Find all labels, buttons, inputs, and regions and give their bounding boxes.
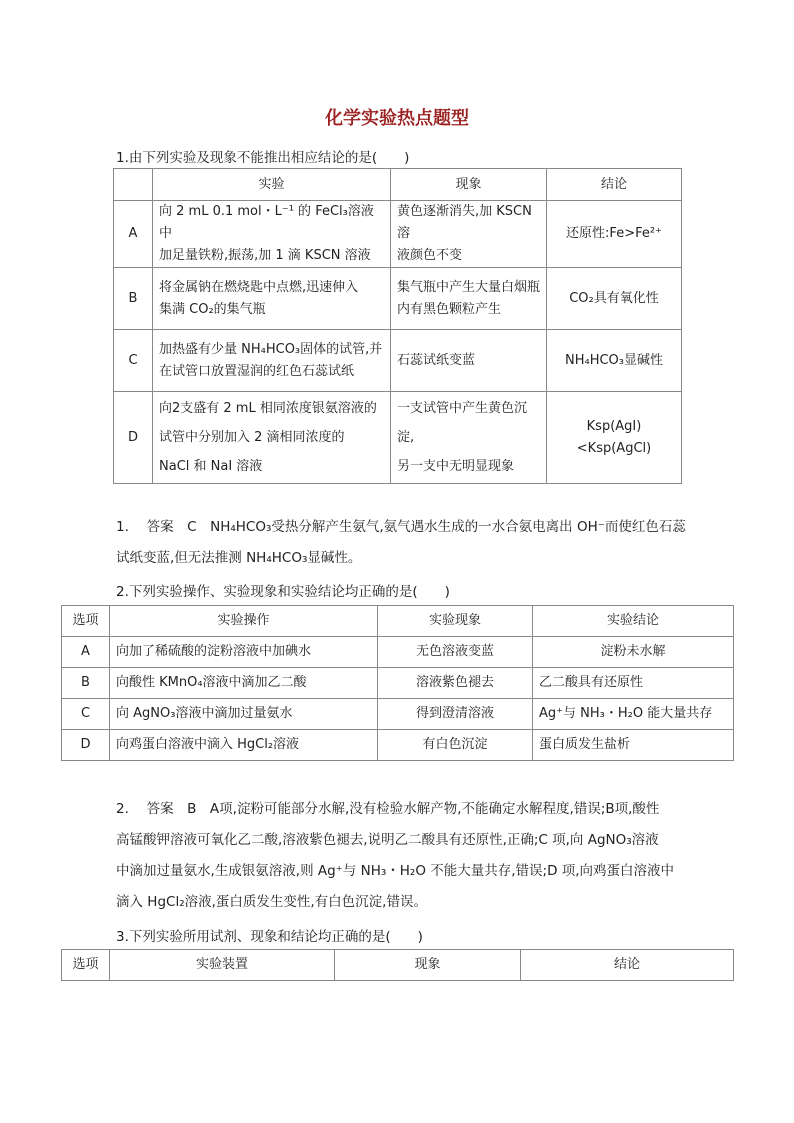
table-row — [62, 668, 734, 699]
operation-cell: 向加了稀硫酸的淀粉溶液中加碘水 — [110, 637, 378, 668]
q3-header-phenomenon: 现象 — [335, 950, 521, 981]
table-row — [114, 268, 682, 330]
conclusion-cell: 蛋白质发生盐析 — [533, 730, 734, 761]
phenomenon-cell — [391, 268, 547, 330]
q3-header-option: 选项 — [62, 950, 110, 981]
cell-line: 液颜色不变 — [397, 248, 463, 263]
operation-cell: 向 AgNO₃溶液中滴加过量氨水 — [110, 699, 378, 730]
phenomenon-cell: 得到澄清溶液 — [378, 699, 533, 730]
question-2-stem: 2.下列实验操作、实验现象和实验结论均正确的是( ) — [116, 584, 450, 600]
question-1-stem: 1.由下列实验及现象不能推出相应结论的是( ) — [116, 150, 410, 166]
q2-header-operation: 实验操作 — [110, 606, 378, 637]
cell-line: 黄色逐渐消失,加 KSCN 溶 — [397, 204, 532, 241]
answer-2-line: 滴入 HgCl₂溶液,蛋白质发生变性,有白色沉淀,错误。 — [116, 894, 427, 910]
conclusion-cell: 还原性:Fe>Fe²⁺ — [547, 201, 682, 268]
option-label: D — [114, 392, 153, 484]
question-1-table — [113, 168, 682, 484]
cell-line: 集气瓶中产生大量白烟瓶 — [397, 279, 541, 295]
page-title: 化学实验热点题型 — [325, 108, 469, 129]
q3-header-conclusion: 结论 — [521, 950, 734, 981]
conclusion-cell: Ag⁺与 NH₃・H₂O 能大量共存 — [533, 699, 734, 730]
phenomenon-cell — [391, 330, 547, 392]
cell-line: 加足量铁粉,振荡,加 1 滴 KSCN 溶液 — [159, 248, 371, 263]
q1-header-conclusion: 结论 — [547, 169, 682, 201]
table-row — [114, 330, 682, 392]
cell-line: 将金属钠在燃烧匙中点燃,迅速伸入 — [159, 279, 359, 295]
phenomenon-cell: 溶液紫色褪去 — [378, 668, 533, 699]
table-row — [62, 730, 734, 761]
option-label: B — [62, 668, 110, 699]
table-row — [114, 392, 682, 484]
cell-line: NaCl 和 NaI 溶液 — [159, 459, 263, 474]
answer-2 — [116, 794, 736, 918]
option-label: B — [114, 268, 153, 330]
phenomenon-cell — [391, 392, 547, 484]
table-row — [62, 637, 734, 668]
option-label: A — [62, 637, 110, 668]
answer-2-line: 2. 答案 B A项,淀粉可能部分水解,没有检验水解产物,不能确定水解程度,错误;B项,酸性 — [116, 801, 660, 817]
experiment-cell — [153, 392, 391, 484]
conclusion-cell: Ksp(AgI)<Ksp(AgCl) — [547, 392, 682, 484]
operation-cell: 向鸡蛋白溶液中滴入 HgCl₂溶液 — [110, 730, 378, 761]
cell-line: 在试管口放置湿润的红色石蕊试纸 — [159, 363, 355, 379]
option-label: A — [114, 201, 153, 268]
question-3-stem: 3.下列实验所用试剂、现象和结论均正确的是( ) — [116, 929, 423, 945]
conclusion-cell: NH₄HCO₃显碱性 — [547, 330, 682, 392]
phenomenon-cell: 有白色沉淀 — [378, 730, 533, 761]
cell-line: 石蕊试纸变蓝 — [397, 352, 476, 368]
question-3-table — [61, 949, 734, 981]
question-2-table — [61, 605, 734, 761]
conclusion-cell: CO₂具有氧化性 — [547, 268, 682, 330]
q2-header-conclusion: 实验结论 — [533, 606, 734, 637]
table-row — [114, 201, 682, 268]
cell-line: 一支试管中产生黄色沉淀, — [397, 401, 528, 445]
q2-header-option: 选项 — [62, 606, 110, 637]
phenomenon-cell — [391, 201, 547, 268]
experiment-cell — [153, 268, 391, 330]
answer-2-line: 中滴加过量氨水,生成银氨溶液,则 Ag⁺与 NH₃・H₂O 不能大量共存,错误;D 项,向鸡蛋白溶液中 — [116, 863, 675, 879]
q1-header-experiment: 实验 — [153, 169, 391, 201]
option-label: D — [62, 730, 110, 761]
cell-line: 试管中分别加入 2 滴相同浓度的 — [159, 430, 345, 445]
answer-1-line-1: 1. 答案 C NH₄HCO₃受热分解产生氨气,氨气遇水生成的一水合氨电离出 OH⁻而使红色石蕊 — [116, 519, 686, 535]
experiment-cell — [153, 201, 391, 268]
cell-line: 向 2 mL 0.1 mol・L⁻¹ 的 FeCl₃溶液中 — [159, 204, 374, 241]
cell-line: 加热盛有少量 NH₄HCO₃固体的试管,并 — [159, 341, 383, 357]
operation-cell: 向酸性 KMnO₄溶液中滴加乙二酸 — [110, 668, 378, 699]
phenomenon-cell: 无色溶液变蓝 — [378, 637, 533, 668]
q3-header-apparatus: 实验装置 — [110, 950, 335, 981]
q2-header-phenomenon: 实验现象 — [378, 606, 533, 637]
answer-1 — [116, 512, 686, 574]
cell-line: 向2支盛有 2 mL 相同浓度银氨溶液的 — [159, 401, 377, 416]
cell-line: 另一支中无明显现象 — [397, 459, 515, 474]
table-row — [62, 699, 734, 730]
q1-header-phenomenon: 现象 — [391, 169, 547, 201]
conclusion-cell: 淀粉未水解 — [533, 637, 734, 668]
answer-1-line-2: 试纸变蓝,但无法推测 NH₄HCO₃显碱性。 — [116, 550, 362, 566]
option-label: C — [114, 330, 153, 392]
experiment-cell — [153, 330, 391, 392]
cell-line: 内有黑色颗粒产生 — [397, 301, 502, 317]
conclusion-cell: 乙二酸具有还原性 — [533, 668, 734, 699]
q1-header-blank — [114, 169, 153, 201]
cell-line: 集满 CO₂的集气瓶 — [159, 301, 266, 317]
option-label: C — [62, 699, 110, 730]
answer-2-line: 高锰酸钾溶液可氧化乙二酸,溶液紫色褪去,说明乙二酸具有还原性,正确;C 项,向 AgNO₃溶液 — [116, 832, 659, 848]
